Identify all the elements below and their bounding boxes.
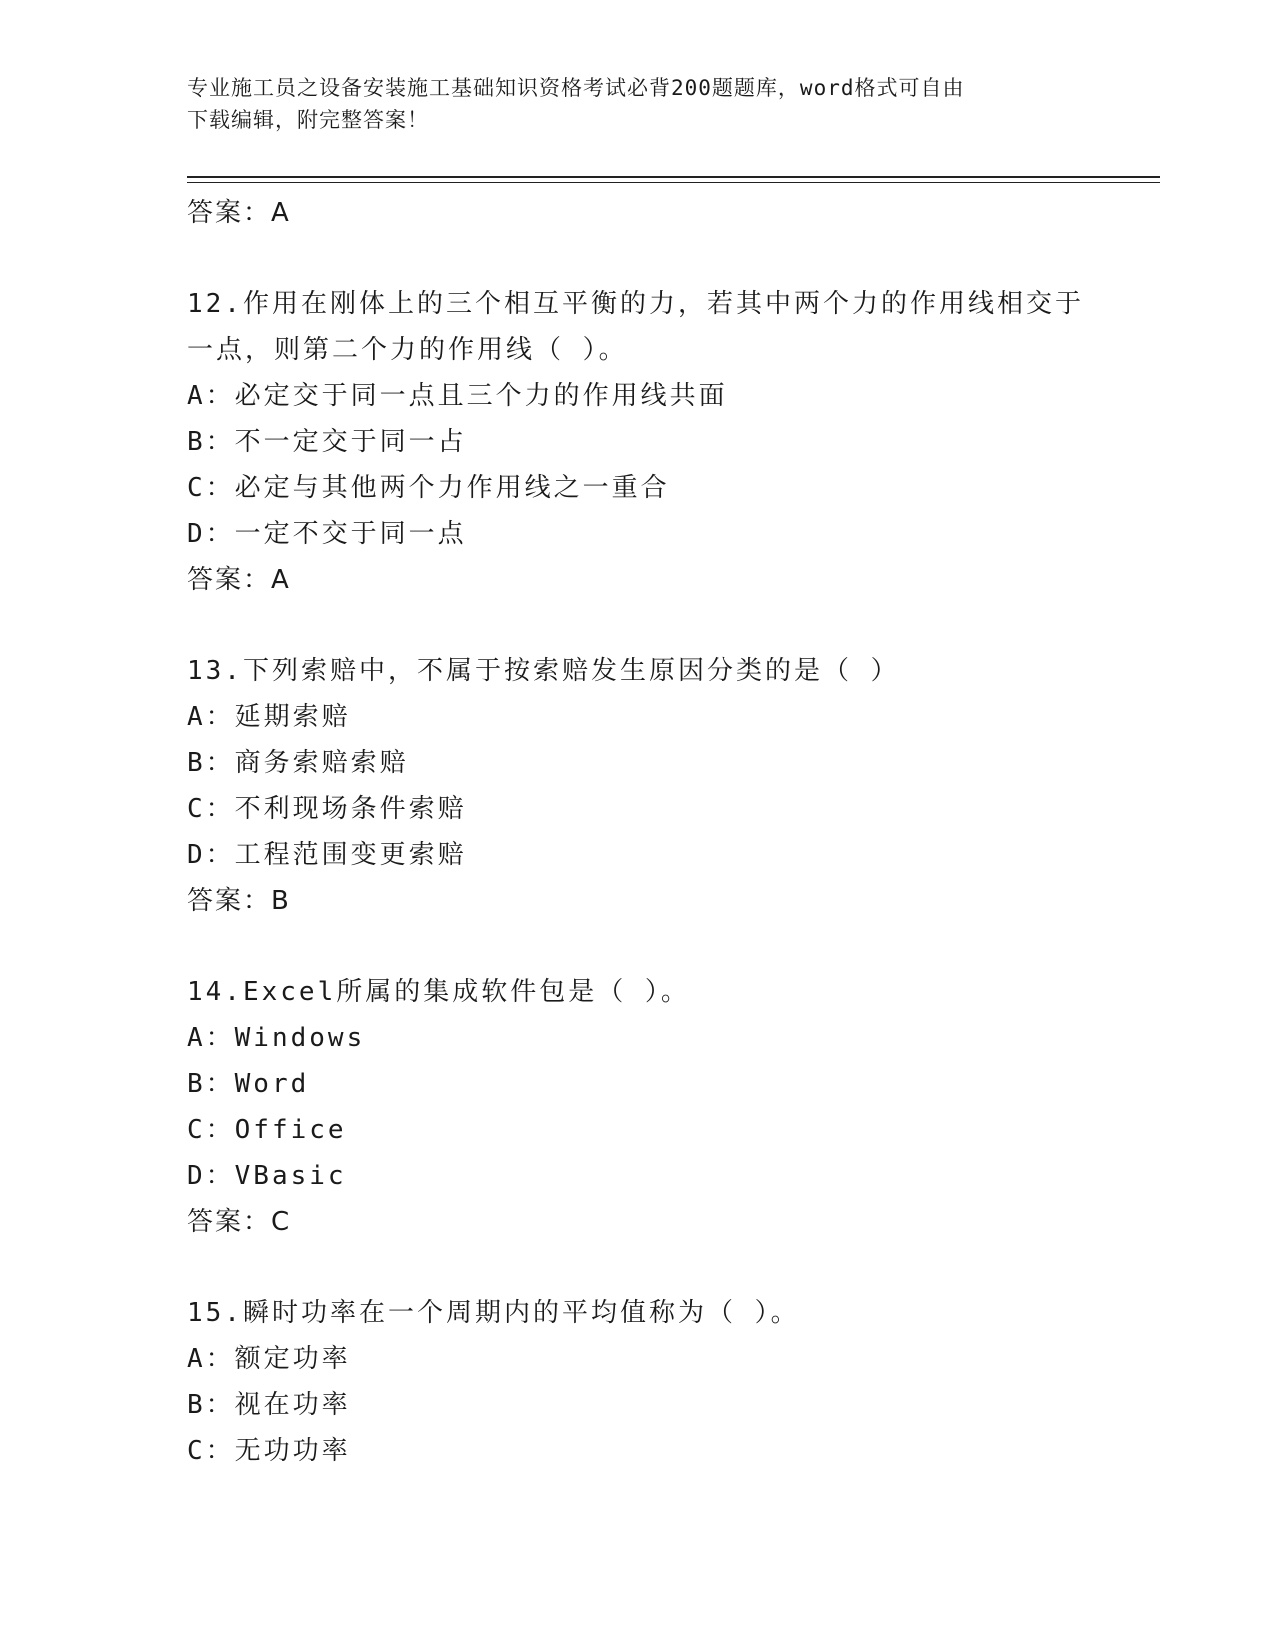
question-13 xyxy=(187,648,1147,924)
option-b: B：不一定交于同一占 xyxy=(187,427,467,457)
answer: 答案：B xyxy=(187,886,291,916)
header-line-2: 下载编辑，附完整答案！ xyxy=(187,108,429,132)
question-stem: 13.下列索赔中，不属于按索赔发生原因分类的是（ ） xyxy=(187,656,900,686)
answer: 答案：A xyxy=(187,565,291,595)
answer: 答案：C xyxy=(187,1207,292,1237)
question-14 xyxy=(187,969,1147,1245)
document-header xyxy=(187,72,1087,136)
option-a: A：延期索赔 xyxy=(187,702,351,732)
question-stem: 14.Excel所属的集成软件包是（ ）。 xyxy=(187,977,690,1007)
previous-answer: 答案：A xyxy=(187,198,291,228)
option-b: B：商务索赔索赔 xyxy=(187,748,409,778)
option-a: A：必定交于同一点且三个力的作用线共面 xyxy=(187,381,728,411)
option-c: C：Office xyxy=(187,1115,347,1145)
header-divider-thin xyxy=(187,182,1160,183)
option-d: D：一定不交于同一点 xyxy=(187,519,467,549)
header-divider-thick xyxy=(187,176,1160,178)
question-15 xyxy=(187,1290,1147,1474)
option-d: D：VBasic xyxy=(187,1161,347,1191)
spacer xyxy=(187,603,1147,648)
question-stem-continued: 一点，则第二个力的作用线（ ）。 xyxy=(187,335,628,365)
question-stem: 15.瞬时功率在一个周期内的平均值称为（ ）。 xyxy=(187,1298,800,1328)
question-stem: 12.作用在刚体上的三个相互平衡的力，若其中两个力的作用线相交于 xyxy=(187,289,1084,319)
question-12 xyxy=(187,281,1147,603)
option-b: B：Word xyxy=(187,1069,310,1099)
header-line-1: 专业施工员之设备安装施工基础知识资格考试必背200题题库，word格式可自由 xyxy=(187,76,965,100)
option-a: A：额定功率 xyxy=(187,1344,351,1374)
option-c: C：必定与其他两个力作用线之一重合 xyxy=(187,473,670,503)
question-list xyxy=(187,190,1147,1474)
option-a: A：Windows xyxy=(187,1023,366,1053)
spacer xyxy=(187,236,1147,281)
option-c: C：无功功率 xyxy=(187,1436,351,1466)
spacer xyxy=(187,1245,1147,1290)
spacer xyxy=(187,924,1147,969)
option-b: B：视在功率 xyxy=(187,1390,351,1420)
option-c: C：不利现场条件索赔 xyxy=(187,794,467,824)
option-d: D：工程范围变更索赔 xyxy=(187,840,467,870)
